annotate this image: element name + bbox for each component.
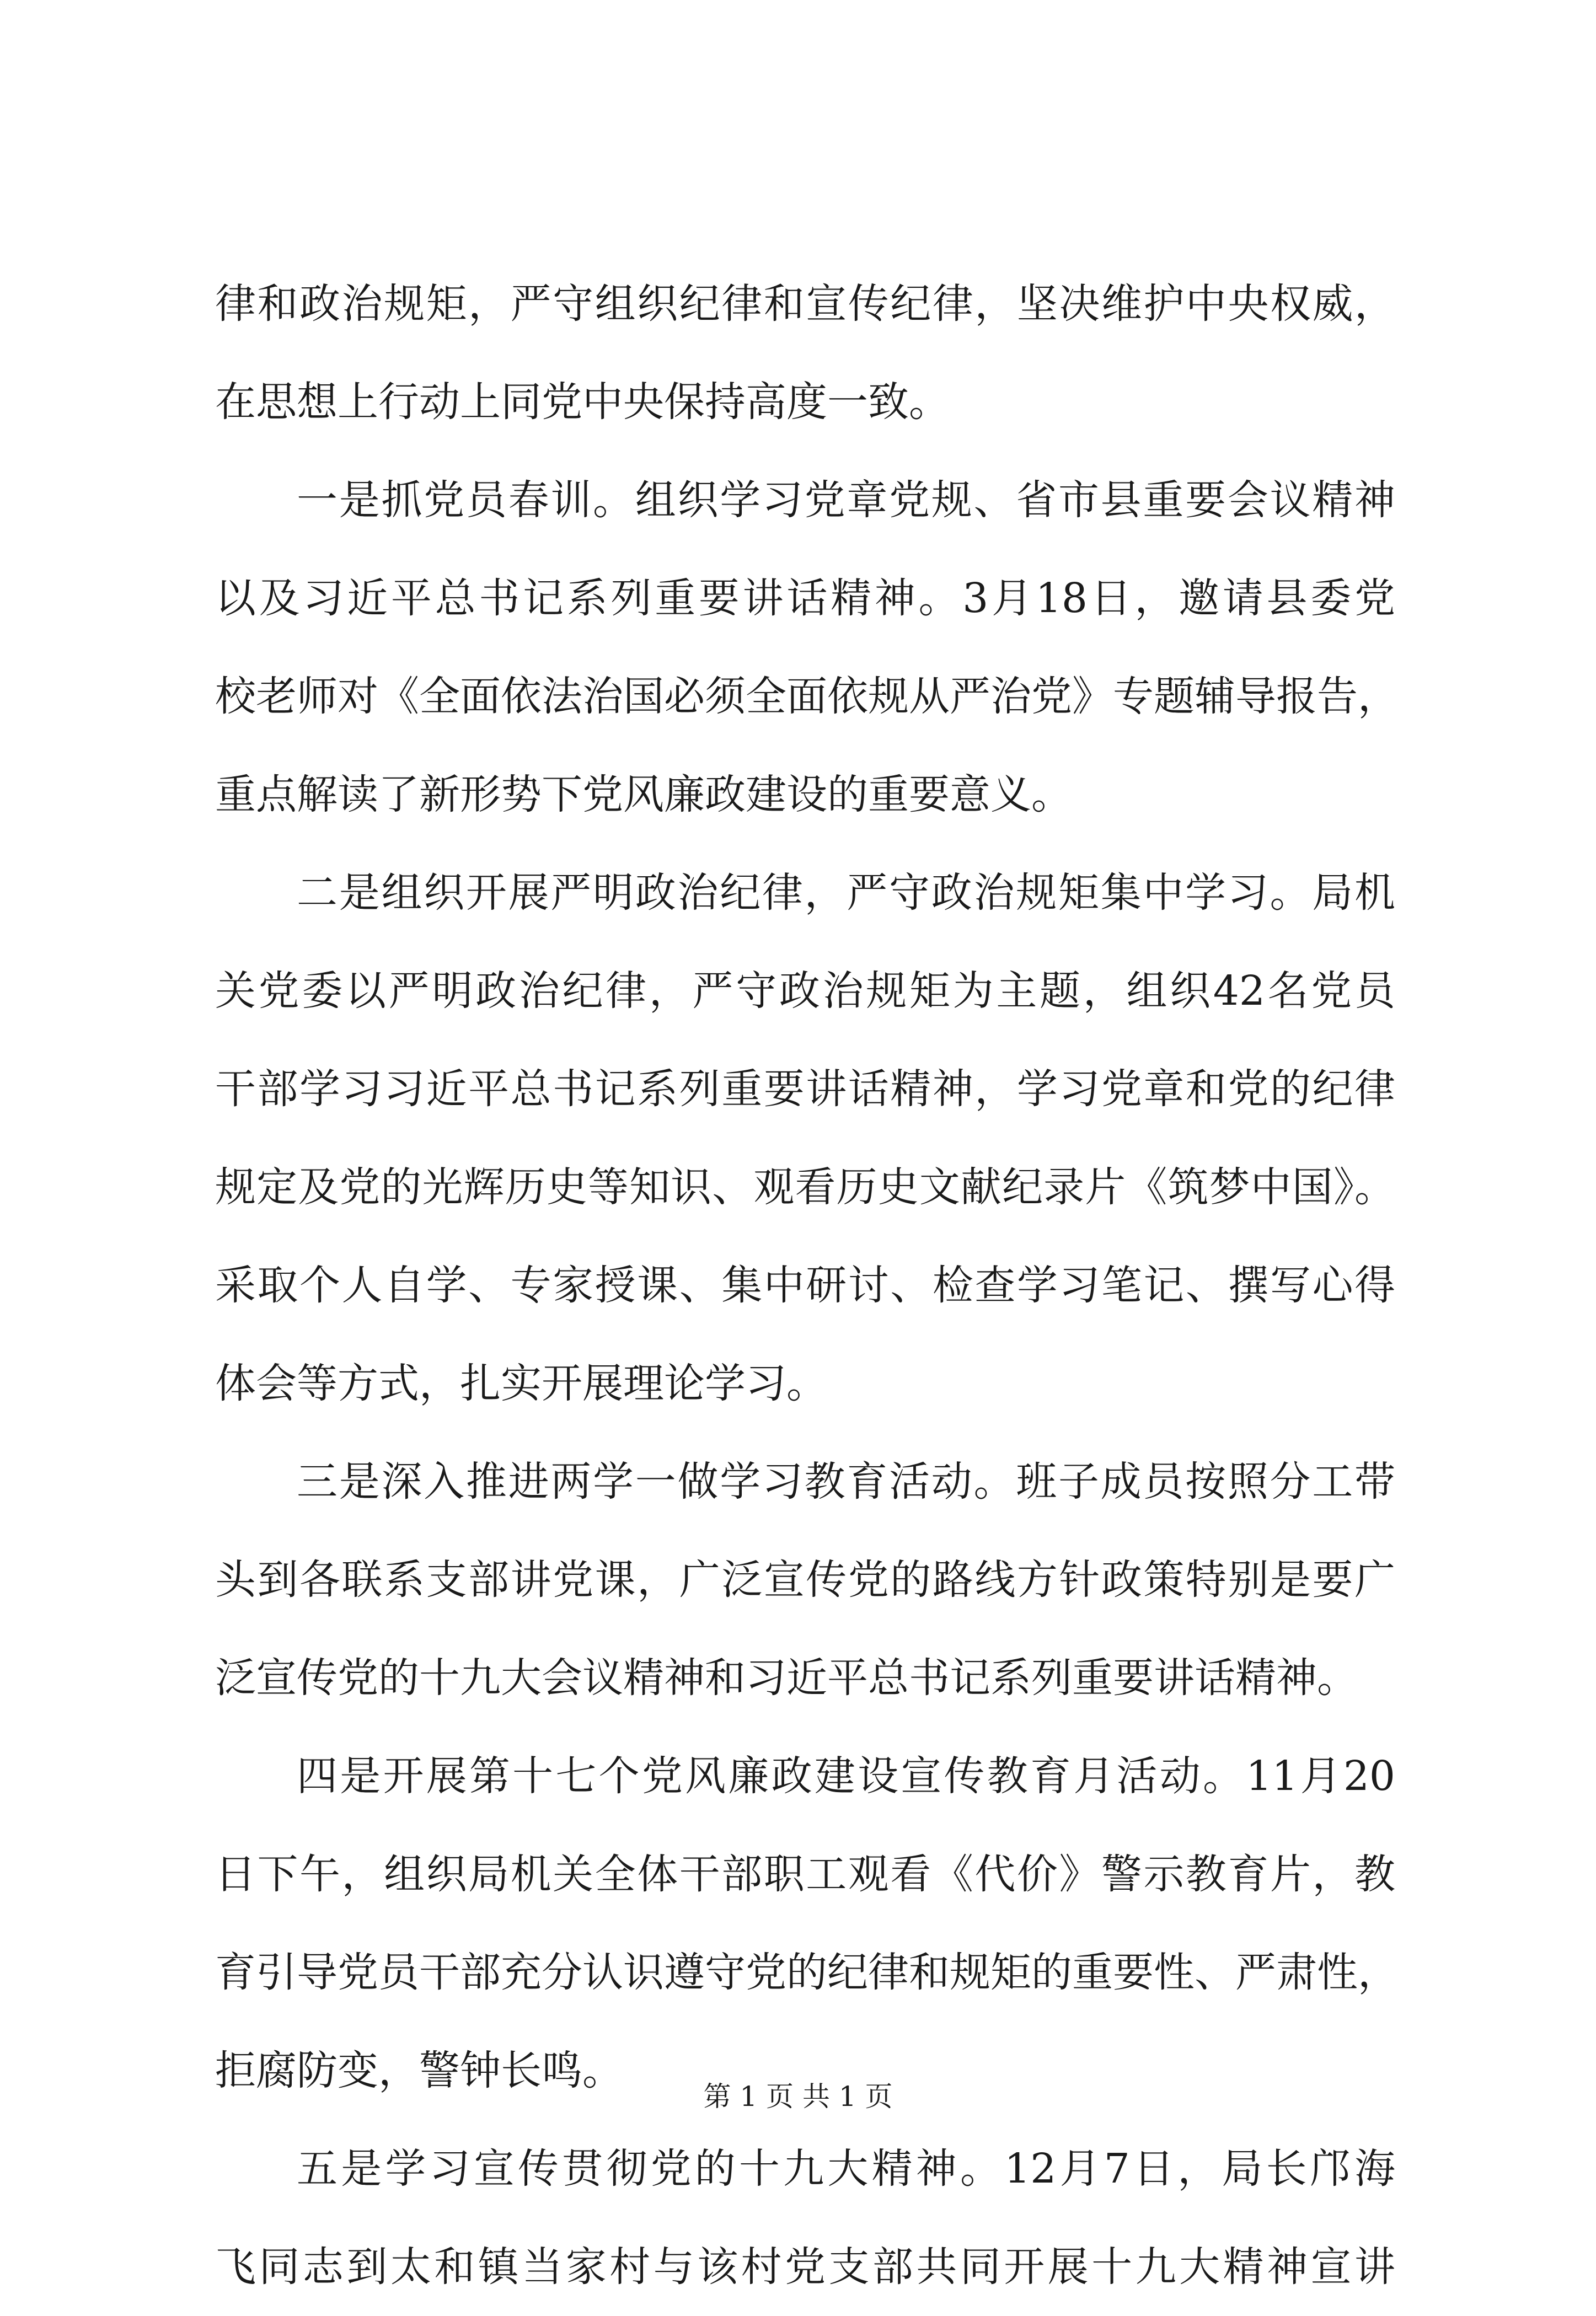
text-line: 以及习近平总书记系列重要讲话精神。3月18日，邀请县委党 (215, 575, 1395, 622)
text-line: 一是抓党员春训。组织学习党章党规、省市县重要会议精神 (297, 476, 1395, 524)
document-body (215, 255, 1399, 2316)
text-line: 校老师对《全面依法治国必须全面依规从严治党》专题辅导报告， (215, 673, 1399, 720)
page-number-footer: 第 1 页 共 1 页 (703, 2081, 893, 2113)
text-line: 三是深入推进两学一做学习教育活动。班子成员按照分工带 (297, 1458, 1395, 1505)
text-line: 关党委以严明政治纪律，严守政治规矩为主题，组织42名党员 (215, 967, 1395, 1015)
text-line: 重点解读了新形势下党风廉政建设的重要意义。 (215, 771, 1072, 818)
text-line: 律和政治规矩，严守组织纪律和宣传纪律，坚决维护中央权威， (215, 280, 1395, 328)
text-line: 头到各联系支部讲党课，广泛宣传党的路线方针政策特别是要广 (215, 1556, 1395, 1604)
text-line: 五是学习宣传贯彻党的十九大精神。12月7日，局长邝海 (297, 2145, 1395, 2192)
text-line: 规定及党的光辉历史等知识、观看历史文献纪录片《筑梦中国》。 (215, 1164, 1395, 1211)
text-line: 采取个人自学、专家授课、集中研讨、检查学习笔记、撰写心得 (215, 1262, 1395, 1309)
text-line: 干部学习习近平总书记系列重要讲话精神，学习党章和党的纪律 (215, 1065, 1395, 1113)
text-line: 二是组织开展严明政治纪律，严守政治规矩集中学习。局机 (297, 869, 1395, 916)
text-line: 在思想上行动上同党中央保持高度一致。 (215, 378, 950, 426)
text-line: 育引导党员干部充分认识遵守党的纪律和规矩的重要性、严肃性， (215, 1949, 1399, 1996)
text-line: 体会等方式，扎实开展理论学习。 (215, 1360, 827, 1407)
text-line: 泛宣传党的十九大会议精神和习近平总书记系列重要讲话精神。 (215, 1654, 1358, 1702)
text-line: 拒腐防变，警钟长鸣。 (215, 2047, 623, 2094)
text-line: 四是开展第十七个党风廉政建设宣传教育月活动。11月20 (297, 1752, 1395, 1800)
text-line: 飞同志到太和镇当家村与该村党支部共同开展十九大精神宣讲 (215, 2243, 1395, 2291)
text-line: 日下午，组织局机关全体干部职工观看《代价》警示教育片，教 (215, 1851, 1395, 1898)
